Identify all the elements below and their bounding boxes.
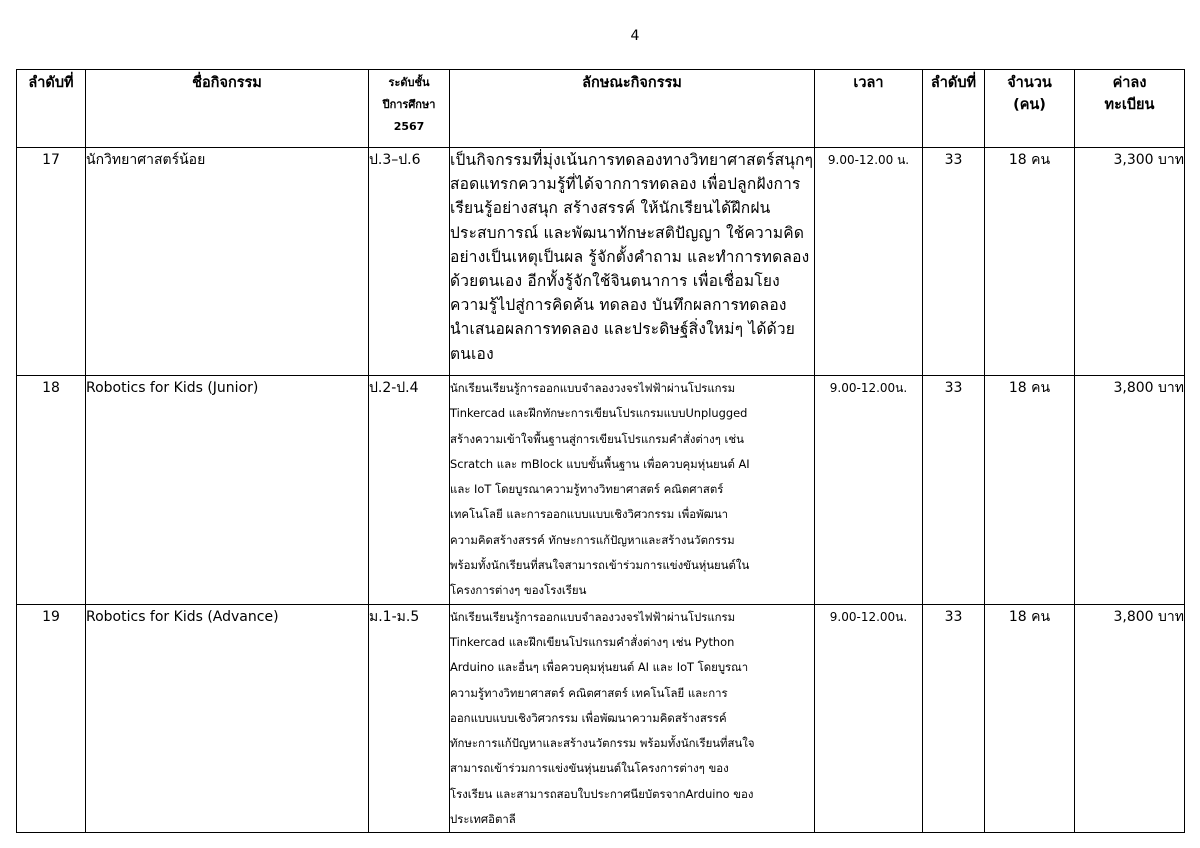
participant-count: 18 คน xyxy=(985,148,1075,376)
row-index: 18 xyxy=(17,376,86,605)
row-index: 19 xyxy=(17,604,86,833)
description-line: สอดแทรกความรู้ที่ได้จากการทดลอง เพื่อปลูกฝังการ xyxy=(450,175,801,194)
description-line: ความคิดสร้างสรรค์ ทักษะการแก้ปัญหาและสร้างนวัตกรรม xyxy=(450,532,735,547)
description-line: และ IoT โดยบูรณาความรู้ทางวิทยาศาสตร์ คณิตศาสตร์ xyxy=(450,482,724,497)
description-line: สร้างความเข้าใจพื้นฐานสู่การเขียนโปรแกรมคำสั่งต่างๆ เช่น xyxy=(450,431,744,446)
description-line: Scratch และ mBlock แบบขั้นพื้นฐาน เพื่อควบคุมหุ่นยนต์ AI xyxy=(450,456,750,471)
description-line: อย่างเป็นเหตุเป็นผล รู้จักตั้งคำถาม และทำการทดลอง xyxy=(450,247,810,266)
description-line: พร้อมทั้งนักเรียนที่สนใจสามารถเข้าร่วมการแข่งขันหุ่นยนต์ใน xyxy=(450,558,750,573)
description-line: นักเรียนเรียนรู้การออกแบบจำลองวงจรไฟฟ้าผ่านโปรแกรม xyxy=(450,381,736,395)
description-line: Tinkercad และฝึกทักษะการเขียนโปรแกรมแบบUnplugged xyxy=(450,406,748,421)
header-grade-level-line: 2567 xyxy=(393,120,425,133)
header-count-line: จำนวน xyxy=(1007,75,1052,91)
header-grade-level xyxy=(369,70,450,148)
description-line: ประสบการณ์ และพัฒนาทักษะสติปัญญา ใช้ความคิด xyxy=(450,223,805,242)
activity-description xyxy=(450,376,815,605)
description-line: ด้วยตนเอง อีกทั้งรู้จักใช้จินตนาการ เพื่อเชื่อมโยง xyxy=(450,272,780,291)
description-line: Arduino และอื่นๆ เพื่อควบคุมหุ่นยนต์ AI และ IoT โดยบูรณา xyxy=(450,660,749,675)
description-line: เทคโนโลยี และการออกแบบแบบเชิงวิศวกรรม เพื่อพัฒนา xyxy=(450,507,729,522)
row-index: 17 xyxy=(17,148,86,376)
participant-count: 18 คน xyxy=(985,604,1075,833)
activity-name: Robotics for Kids (Junior) xyxy=(86,376,369,605)
table-header-row xyxy=(17,70,1185,148)
sequence-number: 33 xyxy=(923,604,985,833)
sequence-number: 33 xyxy=(923,376,985,605)
activities-table xyxy=(16,69,1185,833)
header-fee xyxy=(1075,70,1185,148)
session-time: 9.00-12.00 น. xyxy=(815,148,923,376)
header-grade-level-line: ปีการศึกษา xyxy=(382,98,436,111)
participant-count: 18 คน xyxy=(985,376,1075,605)
description-line: ตนเอง xyxy=(450,344,494,363)
header-grade-level-line: ระดับชั้น xyxy=(388,76,430,89)
session-time: 9.00-12.00น. xyxy=(815,376,923,605)
page-number: 4 xyxy=(630,28,640,44)
registration-fee: 3,800 บาท xyxy=(1075,376,1185,605)
description-line: โรงเรียน และสามารถสอบใบประกาศนียบัตรจากArduino ของ xyxy=(450,786,754,801)
header-fee-line: ทะเบียน xyxy=(1104,97,1155,113)
header-index: ลำดับที่ xyxy=(17,70,86,148)
activity-name: นักวิทยาศาสตร์น้อย xyxy=(86,148,369,376)
sequence-number: 33 xyxy=(923,148,985,376)
registration-fee: 3,800 บาท xyxy=(1075,604,1185,833)
description-line: ออกแบบแบบเชิงวิศวกรรม เพื่อพัฒนาความคิดสร้างสรรค์ xyxy=(450,710,727,725)
description-line: เป็นกิจกรรมที่มุ่งเน้นการทดลองทางวิทยาศาสตร์สนุกๆ xyxy=(450,151,814,169)
grade-level: ม.1-ม.5 xyxy=(369,604,450,833)
header-count xyxy=(985,70,1075,148)
table-row xyxy=(17,604,1185,833)
header-fee-line: ค่าลง xyxy=(1112,75,1147,91)
description-line: ทักษะการแก้ปัญหาและสร้างนวัตกรรม พร้อมทั้งนักเรียนที่สนใจ xyxy=(450,736,755,751)
session-time: 9.00-12.00น. xyxy=(815,604,923,833)
header-time: เวลา xyxy=(815,70,923,148)
description-line: ความรู้ทางวิทยาศาสตร์ คณิตศาสตร์ เทคโนโลยี และการ xyxy=(450,685,728,700)
description-line: เรียนรู้อย่างสนุก สร้างสรรค์ ให้นักเรียนได้ฝึกฝน xyxy=(450,199,771,218)
description-line: โครงการต่างๆ ของโรงเรียน xyxy=(450,583,587,598)
header-activity-name: ชื่อกิจกรรม xyxy=(86,70,369,148)
description-line: นักเรียนเรียนรู้การออกแบบจำลองวงจรไฟฟ้าผ่านโปรแกรม xyxy=(450,609,736,624)
activity-description xyxy=(450,604,815,833)
registration-fee: 3,300 บาท xyxy=(1075,148,1185,376)
table-row xyxy=(17,376,1185,605)
description-line: สามารถเข้าร่วมการแข่งขันหุ่นยนต์ในโครงการต่างๆ ของ xyxy=(450,761,729,776)
header-count-line: (คน) xyxy=(1013,97,1046,113)
description-line: ความรู้ไปสู่การคิดค้น ทดลอง บันทึกผลการทดลอง xyxy=(450,296,787,315)
header-sequence: ลำดับที่ xyxy=(923,70,985,148)
table-row xyxy=(17,148,1185,376)
activity-description xyxy=(450,148,815,376)
activity-name: Robotics for Kids (Advance) xyxy=(86,604,369,833)
grade-level: ป.3–ป.6 xyxy=(369,148,450,376)
header-description: ลักษณะกิจกรรม xyxy=(450,70,815,148)
description-line: Tinkercad และฝึกเขียนโปรแกรมคำสั่งต่างๆ เช่น Python xyxy=(450,634,735,649)
description-line: นำเสนอผลการทดลอง และประดิษฐ์สิ่งใหม่ๆ ได้ด้วย xyxy=(450,320,796,339)
grade-level: ป.2-ป.4 xyxy=(369,376,450,605)
description-line: ประเทศอิตาลี xyxy=(450,812,516,827)
